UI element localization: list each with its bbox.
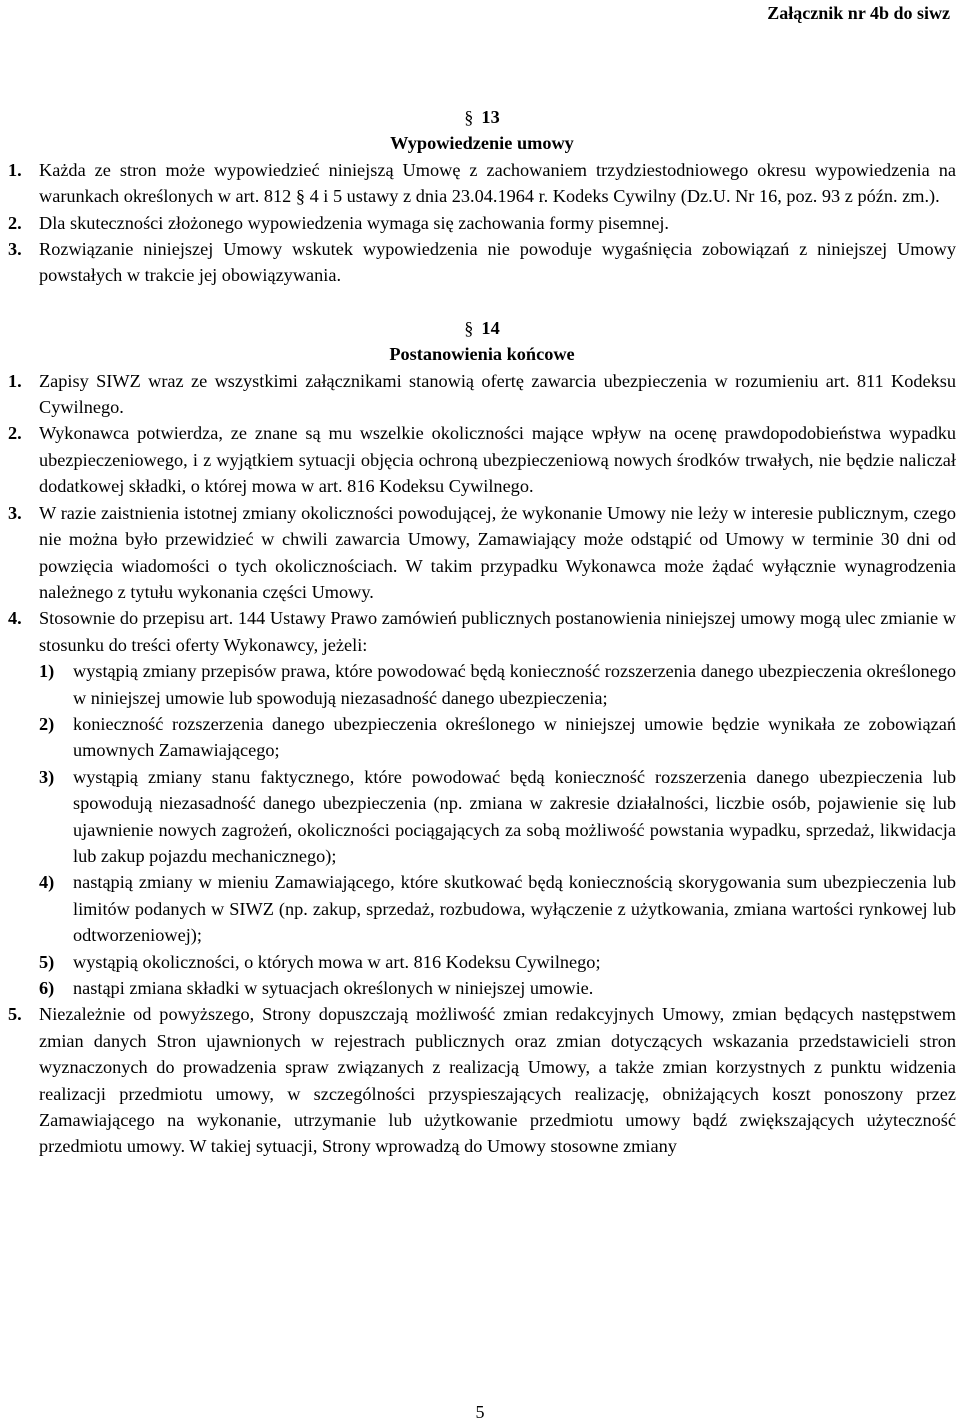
list-item [8,420,956,499]
subitem-text: wystąpią zmiany stanu faktycznego, które powodować będą konieczność rozszerzenia danego ubezpieczenia lub spowodują niezasadność danego ubezpieczenia (np. zmiana w zakresie działalności, liczbie osób, pojawienie się lub ujawnienie nowych zagrożeń, okoliczności pociągających za sobą możliwość powstania wypadku, sprzedaż, likwidacja lub zakup pojazdu mechanicznego); [73,766,956,866]
subitem-text: nastąpi zmiana składki w sytuacjach określonych w niniejszej umowie. [73,978,594,998]
section-14-title: Postanowienia końcowe [389,344,575,365]
item-text: Stosownie do przepisu art. 144 Ustawy Prawo zamówień publicznych postanowienia niniejszej umowy mogą ulec zmianie w stosunku do treści oferty Wykonawcy, jeżeli: [39,608,956,655]
list-item [8,210,956,236]
subitem-text: wystąpią zmiany przepisów prawa, które powodować będą konieczność rozszerzenia danego ubezpieczenia określonego w niniejszej umowie lub spowodują niezasadność danego ubezpieczenia; [73,661,956,708]
sub-list-item [8,711,956,764]
sub-list-item [8,764,956,870]
header-note: Załącznik nr 4b do siwz [767,3,950,23]
list-item [8,157,956,210]
section-13-number [8,104,956,130]
sub-list-item [8,949,956,975]
section-number: 14 [481,317,500,338]
spacer [8,289,956,315]
page-number: 5 [475,1402,485,1422]
section-number: 13 [481,107,500,127]
document-body [8,104,956,1160]
item-text: Dla skuteczności złożonego wypowiedzenia wymaga się zachowania formy pisemnej. [39,212,669,233]
subitem-number: 6) [39,978,55,998]
list-item [8,1001,956,1159]
subitem-text: nastąpią zmiany w mieniu Zamawiającego, które skutkować będą koniecznością skorygowania sum ubezpieczenia lub limitów podanych w SIWZ (np. zakup, sprzedaż, rozbudowa, wyłączenie z użytkowania, zmiana wartości rynkowej lub odtworzeniowej); [73,872,956,946]
item-text: Wykonawca potwierdza, ze znane są mu wszelkie okoliczności mające wpływ na ocenę prawdopodobieństwa wypadku ubezpieczeniowego, i z wyjątkiem sytuacji objęcia ochroną ubezpieczeniową nowych środków trwałych, nie będzie naliczał dodatkowej składki, o której mowa w art. 816 Kodeksu Cywilnego. [39,423,956,497]
list-item [8,500,956,606]
item-number: 2. [8,423,22,444]
item-number: 4. [8,608,22,629]
item-number: 3. [8,239,22,260]
item-number: 1. [8,159,22,180]
sub-list-item [8,869,956,948]
sub-list-item [8,658,956,711]
item-text: W razie zaistnienia istotnej zmiany okoliczności powodującej, że wykonanie Umowy nie leży w interesie publicznym, czego nie można było przewidzieć w chwili zawarcia Umowy, Zamawiający może odstąpić od Umowy w terminie 30 dni od powzięcia wiadomości o tych okolicznościach. W takim przypadku Wykonawca może żądać wyłącznie wynagrodzenia należnego z tytułu wykonania części Umowy. [39,502,956,602]
subitem-number: 5) [39,951,55,972]
subitem-text: wystąpią okoliczności, o których mowa w art. 816 Kodeksu Cywilnego; [73,951,601,972]
subitem-number: 2) [39,713,55,734]
subitem-number: 3) [39,766,55,787]
section-13-title: Wypowiedzenie umowy [390,133,574,154]
subitem-number: 4) [39,872,55,893]
section-symbol: § [464,107,474,127]
item-number: 3. [8,502,22,523]
item-number: 5. [8,1004,22,1025]
item-text: Niezależnie od powyższego, Strony dopuszczają możliwość zmian redakcyjnych Umowy, zmian będących następstwem zmian danych Stron ujawnionych w rejestrach publicznych oraz zmian dotyczących wskazania przedstawicieli stron wyznaczonych do prowadzenia spraw związanych z realizacją Umowy, a także zmian korzystnych z punktu widzenia realizacji przedmiotu umowy, w szczególności przyspieszających realizację, obniżających koszt ponoszony przez Zamawiającego na wykonanie, utrzymanie lub użytkowanie przedmiotu umowy bądź zwiększających użyteczność przedmiotu umowy. W takiej sytuacji, Strony wprowadzą do Umowy stosowne zmiany [39,1004,956,1157]
sub-list-item [8,975,956,1001]
subitem-text: konieczność rozszerzenia danego ubezpieczenia określonego w niniejszej umowie będzie wynikała ze zobowiązań umownych Zamawiającego; [73,713,956,761]
subitem-number: 1) [39,661,55,682]
item-text: Rozwiązanie niniejszej Umowy wskutek wypowiedzenia nie powoduje wygaśnięcia zobowiązań z niniejszej Umowy powstałych w trakcie jej obowiązywania. [39,239,956,286]
item-text: Zapisy SIWZ wraz ze wszystkimi załącznikami stanowią ofertę zawarcia ubezpieczenia w rozumieniu art. 811 Kodeksu Cywilnego. [39,370,956,418]
section-14-number [8,315,956,341]
item-number: 1. [8,370,22,391]
list-item [8,368,956,421]
item-number: 2. [8,212,22,233]
section-symbol: § [464,317,474,338]
list-item [8,605,956,658]
list-item [8,236,956,289]
item-text: Każda ze stron może wypowiedzieć niniejszą Umowę z zachowaniem trzydziestodniowego okresu wypowiedzenia na warunkach określonych w art. 812 § 4 i 5 ustawy z dnia 23.04.1964 r. Kodeks Cywilny (Dz.U. Nr 16, poz. 93 z późn. zm.). [39,159,956,207]
